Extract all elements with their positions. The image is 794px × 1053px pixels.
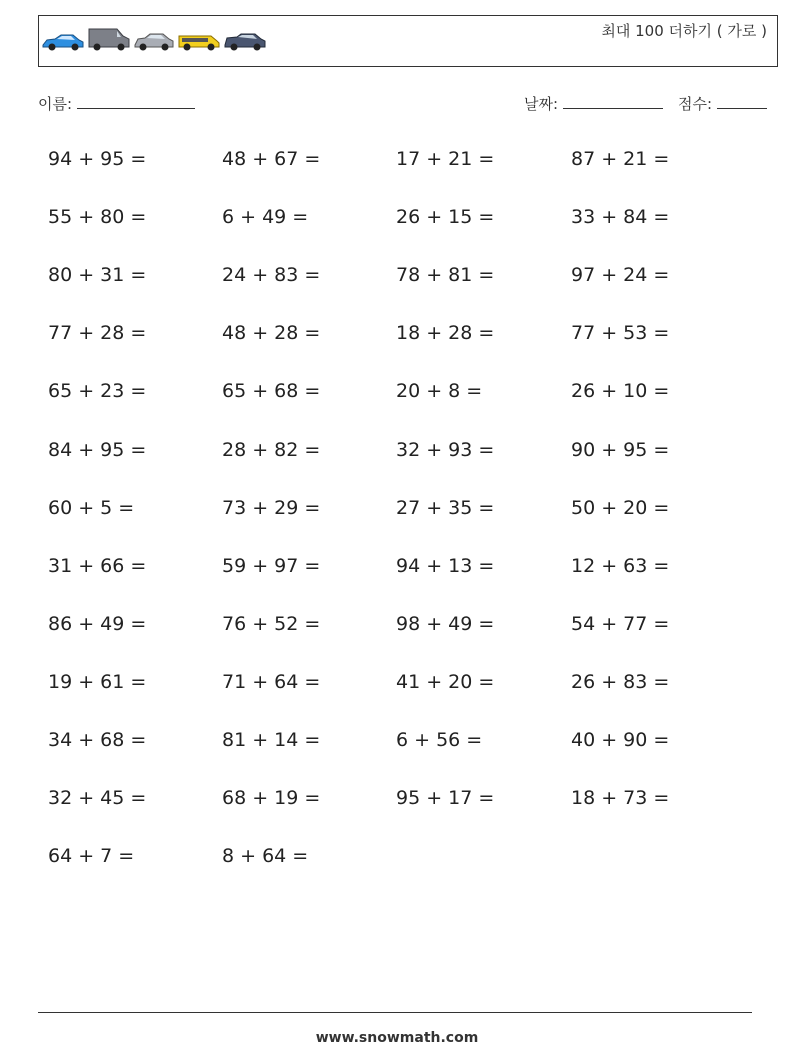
problem-50: 8 + 64 = [222, 845, 309, 868]
problem-15: 18 + 28 = [396, 322, 495, 345]
problem-20: 26 + 10 = [571, 380, 670, 403]
blue-car-icon [41, 32, 85, 52]
problem-24: 90 + 95 = [571, 438, 670, 461]
problem-30: 59 + 97 = [222, 554, 321, 577]
date-field [524, 93, 663, 114]
problem-41: 34 + 68 = [48, 729, 147, 751]
date-label: 날짜: [524, 95, 559, 113]
problem-38: 71 + 64 = [222, 670, 321, 693]
problem-47: 95 + 17 = [396, 787, 495, 810]
name-label: 이름: [38, 95, 73, 113]
problem-46: 68 + 19 = [222, 787, 321, 810]
problem-6: 6 + 49 = [222, 206, 309, 229]
problem-19: 20 + 8 = [396, 380, 483, 403]
problem-34: 76 + 52 = [222, 612, 321, 635]
problem-14: 48 + 28 = [222, 322, 321, 345]
vehicle-strip [41, 26, 267, 52]
problem-5: 55 + 80 = [48, 206, 147, 229]
problem-28: 50 + 20 = [571, 496, 670, 519]
problem-16: 77 + 53 = [571, 322, 670, 345]
problem-13: 77 + 28 = [48, 322, 147, 345]
date-blank[interactable] [563, 94, 663, 109]
problem-40: 26 + 83 = [571, 670, 670, 693]
problem-3: 17 + 21 = [396, 148, 495, 170]
problem-21: 84 + 95 = [48, 438, 147, 461]
worksheet-title: 최대 100 더하기 ( 가로 ) [601, 22, 767, 40]
gray-van-icon [87, 26, 131, 52]
problem-49: 64 + 7 = [48, 845, 135, 868]
problem-37: 19 + 61 = [48, 670, 147, 693]
problem-42: 81 + 14 = [222, 729, 321, 751]
silver-car-icon [133, 32, 175, 52]
name-field [38, 93, 195, 114]
problem-1: 94 + 95 = [48, 148, 147, 170]
problem-23: 32 + 93 = [396, 438, 495, 461]
problem-48: 18 + 73 = [571, 787, 670, 810]
score-blank[interactable] [717, 94, 767, 109]
score-field [678, 93, 767, 114]
problem-18: 65 + 68 = [222, 380, 321, 403]
problem-44: 40 + 90 = [571, 729, 670, 751]
header-box [38, 15, 778, 67]
problem-17: 65 + 23 = [48, 380, 147, 403]
problem-33: 86 + 49 = [48, 612, 147, 635]
name-blank[interactable] [77, 94, 195, 109]
problem-43: 6 + 56 = [396, 729, 483, 751]
problem-45: 32 + 45 = [48, 787, 147, 810]
problem-27: 27 + 35 = [396, 496, 495, 519]
problem-29: 31 + 66 = [48, 554, 147, 577]
problem-35: 98 + 49 = [396, 612, 495, 635]
problem-10: 24 + 83 = [222, 264, 321, 287]
problem-39: 41 + 20 = [396, 670, 495, 693]
dark-suv-icon [223, 32, 267, 52]
problem-31: 94 + 13 = [396, 554, 495, 577]
problem-2: 48 + 67 = [222, 148, 321, 170]
problem-7: 26 + 15 = [396, 206, 495, 229]
problem-22: 28 + 82 = [222, 438, 321, 461]
yellow-minibus-icon [177, 32, 221, 52]
footer-url: www.snowmath.com [315, 1030, 479, 1046]
score-label: 점수: [678, 95, 713, 113]
problem-32: 12 + 63 = [571, 554, 670, 577]
problem-26: 73 + 29 = [222, 496, 321, 519]
footer-divider [38, 1012, 752, 1013]
problem-11: 78 + 81 = [396, 264, 495, 287]
problem-36: 54 + 77 = [571, 612, 670, 635]
problem-25: 60 + 5 = [48, 496, 135, 519]
problem-4: 87 + 21 = [571, 148, 670, 170]
problem-12: 97 + 24 = [571, 264, 670, 287]
problem-8: 33 + 84 = [571, 206, 670, 229]
problem-9: 80 + 31 = [48, 264, 147, 287]
